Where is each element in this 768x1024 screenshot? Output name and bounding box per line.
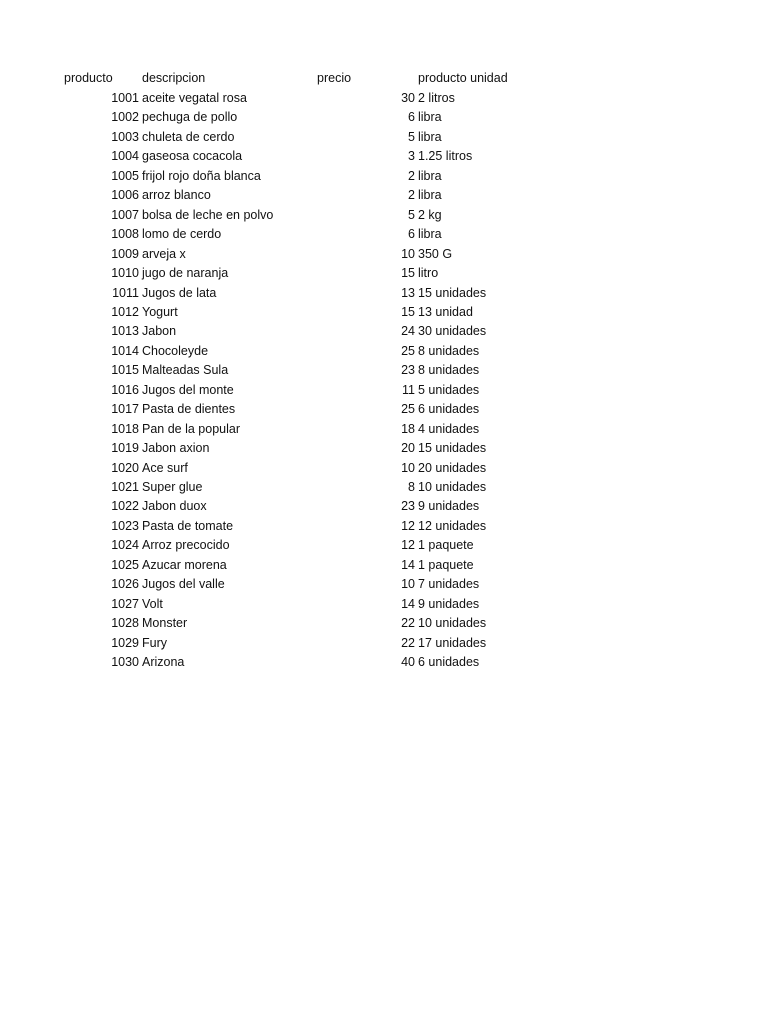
cell-producto: 1002 — [111, 110, 139, 124]
cell-descripcion: arroz blanco — [142, 188, 211, 202]
table-row — [0, 264, 768, 283]
cell-producto-unidad: 8 unidades — [418, 344, 480, 358]
cell-descripcion: Pasta de tomate — [142, 519, 234, 533]
cell-producto-unidad: libra — [418, 227, 442, 241]
cell-precio: 6 — [408, 110, 415, 124]
cell-descripcion: lomo de cerdo — [142, 227, 222, 241]
cell-producto: 1016 — [111, 383, 139, 397]
header-producto: producto — [64, 71, 113, 85]
cell-producto-unidad: libra — [418, 188, 442, 202]
table-row — [0, 361, 768, 380]
table-row — [0, 225, 768, 244]
table-row — [0, 634, 768, 653]
cell-precio: 40 — [401, 655, 415, 669]
table-row — [0, 614, 768, 633]
table-row — [0, 459, 768, 478]
cell-producto: 1004 — [111, 149, 139, 163]
table-row — [0, 556, 768, 575]
cell-producto: 1011 — [112, 286, 139, 300]
cell-precio: 10 — [401, 461, 415, 475]
table-row — [0, 536, 768, 555]
cell-producto-unidad: 12 unidades — [418, 519, 487, 533]
cell-precio: 11 — [402, 383, 415, 397]
cell-precio: 6 — [408, 227, 415, 241]
cell-producto-unidad: 10 unidades — [418, 616, 487, 630]
table-row — [0, 575, 768, 594]
table-row — [0, 206, 768, 225]
cell-precio: 10 — [401, 247, 415, 261]
cell-precio: 23 — [401, 499, 415, 513]
cell-descripcion: Fury — [142, 636, 167, 650]
cell-precio: 23 — [401, 363, 415, 377]
cell-producto-unidad: 17 unidades — [418, 636, 487, 650]
cell-producto-unidad: libra — [418, 110, 442, 124]
cell-precio: 5 — [408, 130, 415, 144]
cell-producto-unidad: libra — [418, 130, 442, 144]
cell-producto: 1018 — [111, 422, 139, 436]
cell-descripcion: pechuga de pollo — [142, 110, 238, 124]
cell-producto: 1019 — [111, 441, 139, 455]
cell-producto-unidad: 15 unidades — [418, 286, 487, 300]
table-row — [0, 517, 768, 536]
table-row — [0, 167, 768, 186]
cell-descripcion: Jugos de lata — [142, 286, 217, 300]
cell-descripcion: jugo de naranja — [142, 266, 229, 280]
cell-producto-unidad: 2 kg — [418, 208, 442, 222]
cell-precio: 13 — [401, 286, 415, 300]
cell-producto: 1009 — [111, 247, 139, 261]
cell-producto: 1030 — [111, 655, 139, 669]
cell-producto: 1023 — [111, 519, 139, 533]
cell-precio: 5 — [408, 208, 415, 222]
table-row — [0, 497, 768, 516]
cell-producto-unidad: 8 unidades — [418, 363, 480, 377]
table-row — [0, 128, 768, 147]
cell-precio: 24 — [401, 324, 415, 338]
table-row — [0, 342, 768, 361]
cell-producto: 1010 — [111, 266, 139, 280]
cell-precio: 30 — [401, 91, 415, 105]
cell-producto-unidad: 1.25 litros — [418, 149, 473, 163]
table-row — [0, 245, 768, 264]
cell-producto: 1026 — [111, 577, 139, 591]
table-row — [0, 653, 768, 672]
cell-producto: 1022 — [111, 499, 139, 513]
cell-producto: 1028 — [111, 616, 139, 630]
cell-producto-unidad: 6 unidades — [418, 402, 480, 416]
cell-precio: 18 — [401, 422, 415, 436]
cell-producto: 1008 — [111, 227, 139, 241]
table-row — [0, 147, 768, 166]
cell-producto: 1024 — [111, 538, 139, 552]
table-row — [0, 108, 768, 127]
cell-descripcion: Monster — [142, 616, 188, 630]
cell-precio: 12 — [401, 519, 415, 533]
cell-producto: 1005 — [111, 169, 139, 183]
cell-precio: 14 — [401, 558, 415, 572]
cell-producto-unidad: 4 unidades — [418, 422, 480, 436]
cell-precio: 8 — [408, 480, 415, 494]
cell-precio: 2 — [408, 169, 415, 183]
cell-precio: 14 — [401, 597, 415, 611]
cell-producto-unidad: 2 litros — [418, 91, 455, 105]
cell-producto-unidad: 15 unidades — [418, 441, 487, 455]
table-row — [0, 284, 768, 303]
cell-producto: 1007 — [111, 208, 139, 222]
table-row — [0, 595, 768, 614]
cell-descripcion: Jabon duox — [142, 499, 207, 513]
cell-descripcion: Arroz precocido — [142, 538, 230, 552]
cell-descripcion: Volt — [142, 597, 163, 611]
cell-descripcion: Azucar morena — [142, 558, 227, 572]
table-row — [0, 439, 768, 458]
cell-descripcion: Malteadas Sula — [142, 363, 229, 377]
cell-descripcion: Pasta de dientes — [142, 402, 236, 416]
cell-producto: 1003 — [111, 130, 139, 144]
table-row — [0, 381, 768, 400]
cell-descripcion: aceite vegatal rosa — [142, 91, 247, 105]
cell-descripcion: Jabon — [142, 324, 177, 338]
cell-producto-unidad: 13 unidad — [418, 305, 473, 319]
cell-descripcion: Ace surf — [142, 461, 188, 475]
cell-producto-unidad: 9 unidades — [418, 597, 480, 611]
table-row — [0, 420, 768, 439]
cell-producto: 1017 — [111, 402, 139, 416]
cell-precio: 25 — [401, 344, 415, 358]
cell-producto-unidad: libra — [418, 169, 442, 183]
cell-producto: 1015 — [111, 363, 139, 377]
header-descripcion: descripcion — [142, 71, 206, 85]
cell-producto: 1006 — [111, 188, 139, 202]
cell-precio: 10 — [401, 577, 415, 591]
cell-producto: 1027 — [111, 597, 139, 611]
cell-descripcion: chuleta de cerdo — [142, 130, 235, 144]
cell-producto-unidad: 5 unidades — [418, 383, 480, 397]
table-row — [0, 322, 768, 341]
cell-producto-unidad: 30 unidades — [418, 324, 487, 338]
cell-precio: 20 — [401, 441, 415, 455]
cell-descripcion: Super glue — [142, 480, 203, 494]
cell-producto: 1021 — [111, 480, 139, 494]
cell-descripcion: Yogurt — [142, 305, 178, 319]
cell-precio: 15 — [401, 305, 415, 319]
cell-producto-unidad: 20 unidades — [418, 461, 487, 475]
cell-precio: 2 — [408, 188, 415, 202]
cell-descripcion: Jabon axion — [142, 441, 210, 455]
table-row — [0, 186, 768, 205]
cell-producto: 1020 — [111, 461, 139, 475]
cell-producto: 1029 — [111, 636, 139, 650]
cell-producto-unidad: 9 unidades — [418, 499, 480, 513]
cell-producto-unidad: 1 paquete — [418, 538, 474, 552]
table-row — [0, 478, 768, 497]
cell-producto-unidad: 350 G — [418, 247, 453, 261]
table-row — [0, 303, 768, 322]
cell-producto-unidad: 10 unidades — [418, 480, 487, 494]
cell-precio: 3 — [408, 149, 415, 163]
cell-precio: 15 — [401, 266, 415, 280]
cell-descripcion: bolsa de leche en polvo — [142, 208, 274, 222]
cell-producto-unidad: 7 unidades — [418, 577, 480, 591]
cell-precio: 22 — [401, 636, 415, 650]
cell-descripcion: frijol rojo doña blanca — [142, 169, 261, 183]
table-row — [0, 400, 768, 419]
cell-descripcion: arveja x — [142, 247, 186, 261]
cell-producto: 1012 — [111, 305, 139, 319]
cell-descripcion: Chocoleyde — [142, 344, 209, 358]
cell-producto: 1013 — [111, 324, 139, 338]
cell-producto: 1001 — [111, 91, 139, 105]
cell-producto-unidad: 6 unidades — [418, 655, 480, 669]
cell-descripcion: gaseosa cocacola — [142, 149, 243, 163]
cell-precio: 22 — [401, 616, 415, 630]
cell-precio: 25 — [401, 402, 415, 416]
header-producto-unidad: producto unidad — [418, 71, 508, 85]
cell-precio: 12 — [401, 538, 415, 552]
cell-producto-unidad: litro — [418, 266, 439, 280]
cell-descripcion: Jugos del monte — [142, 383, 234, 397]
table-header-row — [0, 69, 768, 88]
cell-descripcion: Pan de la popular — [142, 422, 240, 436]
cell-descripcion: Arizona — [142, 655, 185, 669]
cell-producto: 1014 — [111, 344, 139, 358]
header-precio: precio — [317, 71, 352, 85]
cell-producto: 1025 — [111, 558, 139, 572]
cell-producto-unidad: 1 paquete — [418, 558, 474, 572]
table-row — [0, 89, 768, 108]
cell-descripcion: Jugos del valle — [142, 577, 225, 591]
